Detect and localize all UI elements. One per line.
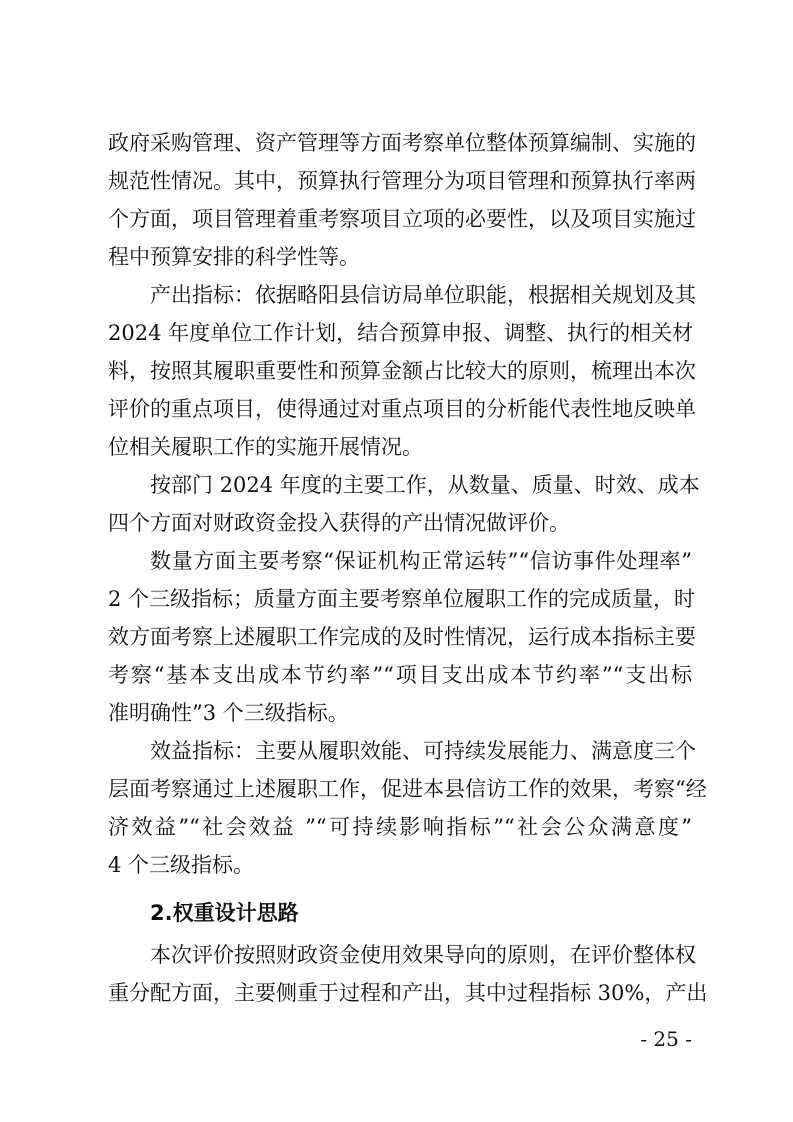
paragraph-2-line-2: 2024 年度单位工作计划，结合预算申报、调整、执行的相关材: [108, 321, 694, 345]
paragraph-5-line-1: 效益指标：主要从履职效能、可持续发展能力、满意度三个: [150, 739, 696, 763]
paragraph-6-line-2: 重分配方面，主要侧重于过程和产出，其中过程指标 30%，产出: [108, 981, 708, 1005]
paragraph-4-line-5: 准明确性”3 个三级指标。: [108, 701, 349, 725]
paragraph-4-line-2: 2 个三级指标；质量方面主要考察单位履职工作的完成质量，时: [108, 587, 696, 611]
paragraph-1-line-1: 政府采购管理、资产管理等方面考察单位整体预算编制、实施的: [108, 131, 696, 155]
paragraph-2-line-5: 位相关履职工作的实施开展情况。: [108, 435, 423, 459]
paragraph-4-line-1: 数量方面主要考察“保证机构正常运转”“信访事件处理率”: [150, 549, 692, 573]
paragraph-5-line-4: 4 个三级指标。: [108, 853, 255, 877]
paragraph-5-line-3: 济效益”“社会效益 ”“可持续影响指标”“社会公众满意度”: [108, 815, 692, 839]
paragraph-5-line-2: 层面考察通过上述履职工作，促进本县信访工作的效果，考察“经: [108, 777, 707, 801]
paragraph-4-line-3: 效方面考察上述履职工作完成的及时性情况，运行成本指标主要: [108, 625, 696, 649]
paragraph-3-line-2: 四个方面对财政资金投入获得的产出情况做评价。: [108, 511, 570, 535]
paragraph-2-line-1: 产出指标：依据略阳县信访局单位职能，根据相关规划及其: [150, 283, 696, 307]
paragraph-4-line-4: 考察“基本支出成本节约率”“项目支出成本节约率”“支出标: [108, 663, 692, 687]
paragraph-1-line-4: 程中预算安排的科学性等。: [108, 245, 360, 269]
paragraph-1-line-2: 规范性情况。其中，预算执行管理分为项目管理和预算执行率两: [108, 169, 696, 193]
page-number: - 25 -: [640, 1027, 692, 1051]
paragraph-2-line-3: 料，按照其履职重要性和预算金额占比较大的原则，梳理出本次: [108, 359, 696, 383]
paragraph-6-line-1: 本次评价按照财政资金使用效果导向的原则，在评价整体权: [150, 943, 696, 967]
paragraph-3-line-1: 按部门 2024 年度的主要工作，从数量、质量、时效、成本: [150, 473, 700, 497]
section-heading: 2.权重设计思路: [150, 901, 299, 925]
paragraph-2-line-4: 评价的重点项目，使得通过对重点项目的分析能代表性地反映单: [108, 397, 696, 421]
paragraph-1-line-3: 个方面，项目管理着重考察项目立项的必要性，以及项目实施过: [108, 207, 696, 231]
